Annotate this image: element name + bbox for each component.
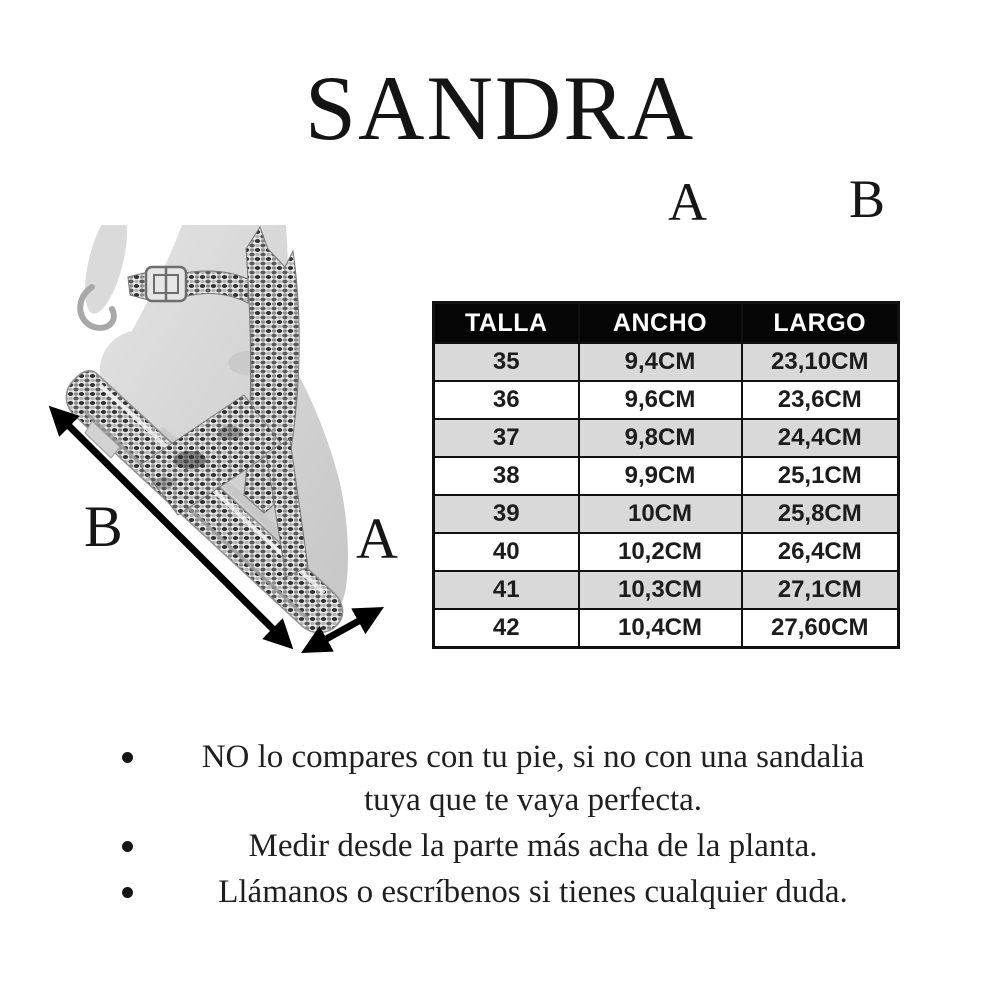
size-table: [432, 301, 900, 649]
table-row: [434, 457, 899, 495]
table-row: [434, 419, 899, 457]
cell-talla: 38: [434, 457, 579, 495]
table-row: [434, 571, 899, 609]
cell-largo: 23,10CM: [742, 343, 899, 381]
bullet-icon: [100, 736, 154, 822]
cell-talla: 41: [434, 571, 579, 609]
note-line: Llámanos o escríbenos si tienes cualquier duda.: [218, 873, 848, 910]
cell-largo: 23,6CM: [742, 381, 899, 419]
column-letter-b-largo: B: [849, 169, 886, 229]
note-text: [154, 871, 912, 914]
note-text: [154, 825, 912, 868]
cell-ancho: 9,6CM: [579, 381, 742, 419]
table-header-row: [434, 303, 899, 344]
note-line: tuya que te vaya perfecta.: [363, 781, 703, 818]
cell-ancho: 9,4CM: [579, 343, 742, 381]
diagram-width-label: A: [356, 506, 398, 571]
list-item: [100, 736, 912, 822]
column-header-largo: LARGO: [742, 303, 899, 344]
buckle-icon: [146, 267, 186, 301]
table-row: [434, 533, 899, 571]
column-header-talla: TALLA: [434, 303, 579, 344]
cell-ancho: 10CM: [579, 495, 742, 533]
page-title: SANDRA: [304, 57, 696, 159]
table-row: [434, 381, 899, 419]
bullet-icon: [100, 825, 154, 868]
bullet-icon: [100, 871, 154, 914]
hand-finger-icon: [76, 225, 135, 328]
cell-talla: 40: [434, 533, 579, 571]
cell-talla: 37: [434, 419, 579, 457]
cell-largo: 27,1CM: [742, 571, 899, 609]
cell-talla: 35: [434, 343, 579, 381]
note-text: [154, 736, 912, 822]
cell-largo: 25,1CM: [742, 457, 899, 495]
diagram-length-label: B: [84, 494, 123, 559]
list-item: [100, 871, 912, 914]
cell-talla: 39: [434, 495, 579, 533]
sandal-illustration: [40, 225, 400, 665]
cell-talla: 42: [434, 609, 579, 648]
cell-ancho: 10,2CM: [579, 533, 742, 571]
cell-talla: 36: [434, 381, 579, 419]
sandal-photo: [40, 225, 400, 665]
table-row: [434, 495, 899, 533]
cell-ancho: 9,9CM: [579, 457, 742, 495]
cell-largo: 25,8CM: [742, 495, 899, 533]
list-item: [100, 825, 912, 868]
cell-ancho: 10,3CM: [579, 571, 742, 609]
cell-largo: 27,60CM: [742, 609, 899, 648]
table-row: [434, 343, 899, 381]
cell-largo: 24,4CM: [742, 419, 899, 457]
cell-largo: 26,4CM: [742, 533, 899, 571]
cell-ancho: 10,4CM: [579, 609, 742, 648]
cell-ancho: 9,8CM: [579, 419, 742, 457]
note-line: Medir desde la parte más acha de la planta.: [248, 827, 818, 864]
column-header-ancho: ANCHO: [579, 303, 742, 344]
column-letter-a-ancho: A: [668, 172, 707, 232]
table-row: [434, 609, 899, 648]
note-line: NO lo compares con tu pie, si no con una sandalia: [201, 739, 865, 775]
notes-list: [100, 736, 912, 917]
